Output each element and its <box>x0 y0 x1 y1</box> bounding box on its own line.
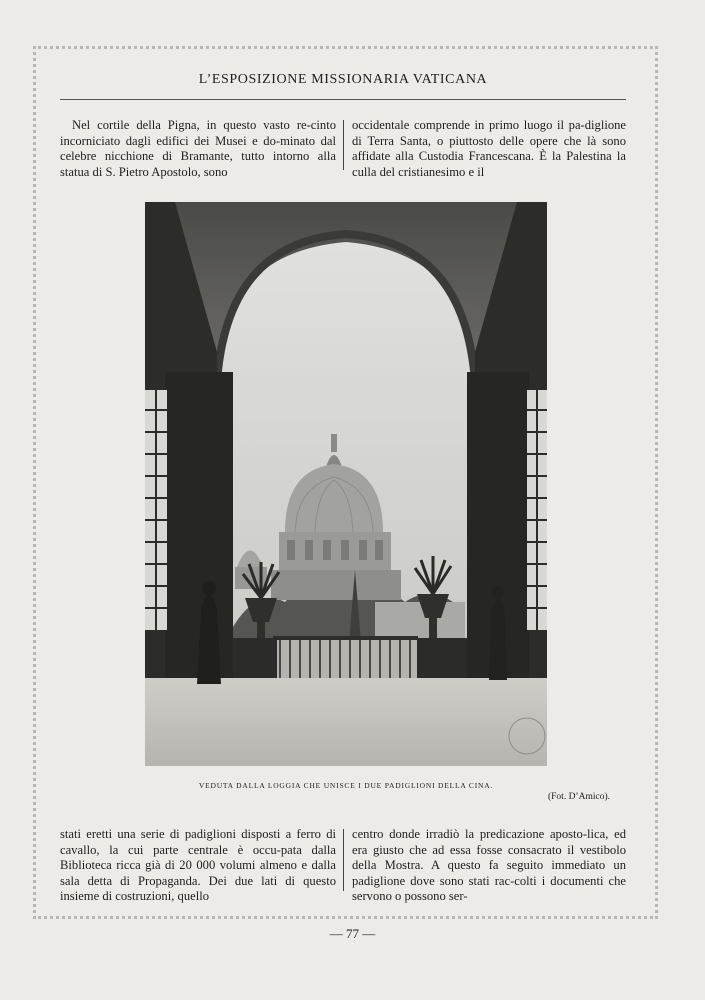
top-left-column: Nel cortile della Pigna, in questo vasto re-cinto incorniciato dagli edifici dei Musei e do-minato dal celebre nicchione di Bramante, tutto intorno alla statua di S. Pietro Apostolo, sono <box>60 118 336 179</box>
figure-caption: VEDUTA DALLA LOGGIA CHE UNISCE I DUE PADIGLIONI DELLA CINA. <box>198 781 494 790</box>
loggia-photo-illustration <box>145 202 547 766</box>
column-divider-bottom <box>343 829 344 891</box>
top-right-column: occidentale comprende in primo luogo il pa-diglione di Terra Santa, o piuttosto delle opere che là sono affidate alla Custodia Francescana. È la Palestina la culla del cristianesimo e il <box>352 118 626 179</box>
page-number: — 77 — <box>329 926 376 941</box>
bottom-left-column: stati eretti una serie di padiglioni disposti a ferro di cavallo, la cui parte centrale è occu-pata dalla Biblioteca ricca già di 20 000 volumi almeno e dalla sala detta di Propaganda. Dei due lati di questo insieme di costruzioni, quello <box>60 827 336 904</box>
column-divider-top <box>343 120 344 170</box>
bottom-right-column: centro donde irradiò la predicazione aposto-lica, ed era giusto che ad essa fosse consacrato il vestibolo della Mostra. A questo fa seguito immediato un padiglione dove sono stati rac-colti i documenti che servono o possono ser- <box>352 827 626 904</box>
loggia-photograph <box>145 202 547 766</box>
photo-credit: (Fot. D’Amico). <box>547 792 610 802</box>
running-head: L’ESPOSIZIONE MISSIONARIA VATICANA <box>198 72 488 87</box>
header-rule <box>60 99 626 100</box>
